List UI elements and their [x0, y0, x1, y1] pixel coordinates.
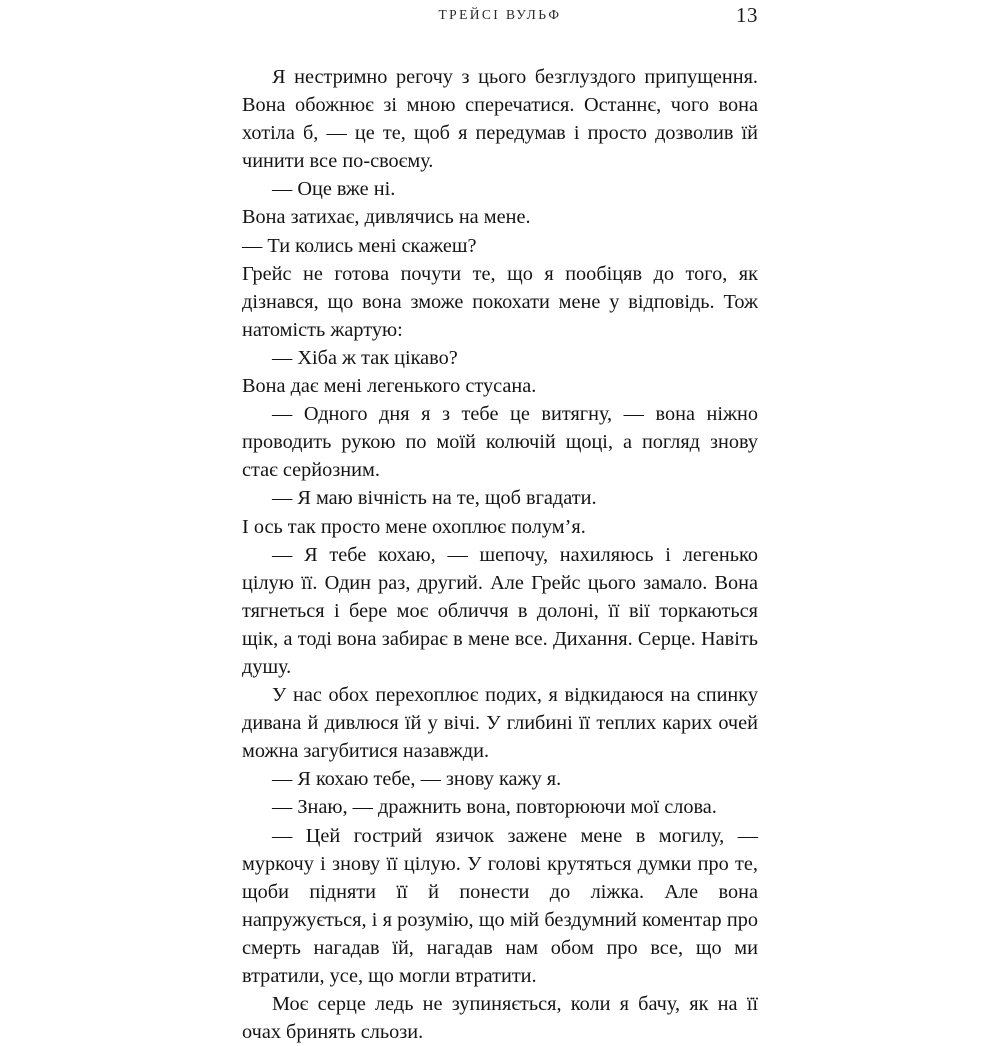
- paragraph: — Хіба ж так цікаво?: [272, 346, 458, 369]
- paragraph: Вона дає мені легенького стусана.: [242, 375, 537, 398]
- paragraph: — Я кохаю тебе, — знову кажу я.: [272, 768, 562, 791]
- paragraph: — Оце вже ні.: [272, 178, 396, 201]
- paragraph: — Цей гострий язичок зажене мене в могилу, — муркочу і знову її цілую. У голові крутяться думки про те, щоби підняти її й понести до ліжка. Але вона напружується, і я розумію, що мій бездумний коментар про смерть нагадав їй, нагадав нам обом про все, що ми втратили, усе, що могли втратити.: [242, 824, 758, 987]
- paragraph: І ось так просто мене охоплює полум’я.: [242, 515, 586, 538]
- paragraph: Вона затихає, дивлячись на мене.: [242, 206, 531, 229]
- paragraph: У нас обох перехоплює подих, я відкидаюся на спинку дивана й дивлюся їй у вічі. У глибині її теплих карих очей можна загубитися назавжди.: [242, 684, 758, 763]
- paragraph: Грейс не готова почути те, що я пообіцяв до того, як дізнався, що вона зможе покохати мене у відповідь. Тож натомість жартую:: [242, 262, 758, 341]
- running-head: [242, 4, 758, 28]
- paragraph: — Я маю вічність на те, щоб вгадати.: [272, 487, 597, 510]
- body-text-block: [242, 63, 758, 1046]
- paragraph: — Одного дня я з тебе це витягну, — вона ніжно проводить рукою по моїй колючій щоці, а погляд знову стає серйозним.: [242, 403, 758, 482]
- paragraph: Я нестримно регочу з цього безглуздого припущення. Вона обожнює зі мною сперечатися. Останнє, чого вона хотіла б, — це те, щоб я передумав і просто дозволив їй чинити все по-своєму.: [242, 66, 758, 173]
- page-number: 13: [736, 3, 758, 27]
- running-title: ТРЕЙСІ ВУЛЬФ: [438, 7, 562, 22]
- paragraph: — Я тебе кохаю, — шепочу, нахиляюсь і легенько цілую її. Один раз, другий. Але Грейс цього замало. Вона тягнеться і бере моє обличчя в долоні, її вії торкаються щік, а тоді вона забирає в мене все. Дихання. Серце. Навіть душу.: [242, 543, 758, 678]
- paragraph: — Знаю, — дражнить вона, повторюючи мої слова.: [272, 796, 717, 819]
- paragraph: — Ти колись мені скажеш?: [242, 234, 477, 257]
- paragraph: Моє серце ледь не зупиняється, коли я бачу, як на її очах бринять сльози.: [242, 993, 758, 1044]
